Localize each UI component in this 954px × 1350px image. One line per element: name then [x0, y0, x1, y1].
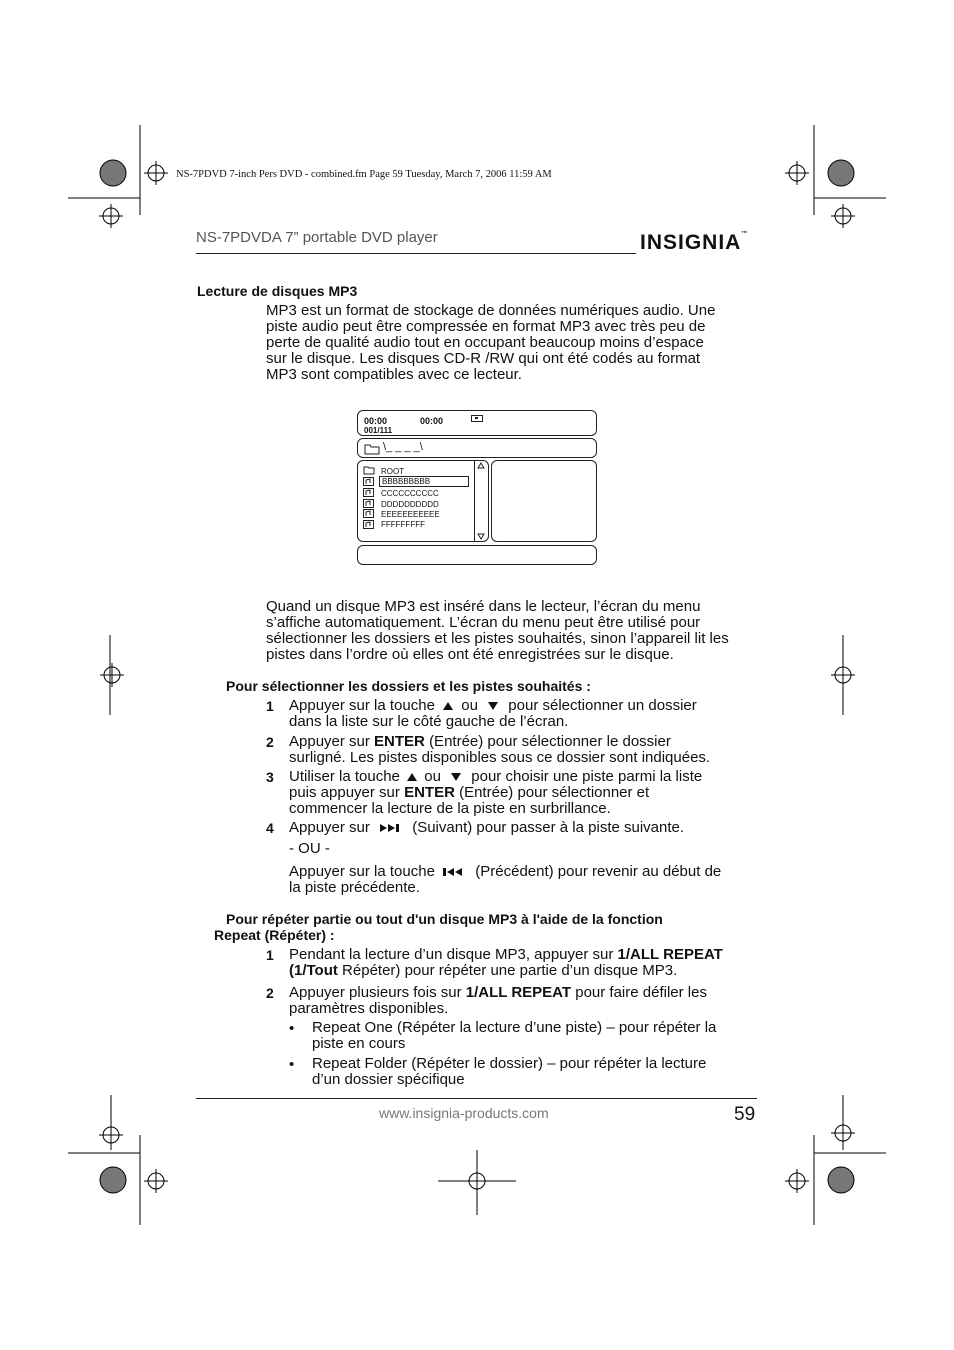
framemaker-info-line: NS-7PDVD 7-inch Pers DVD - combined.fm Page 59 Tuesday, March 7, 2006 11:59 AM — [176, 169, 552, 180]
list-item[interactable]: ROOT — [381, 467, 405, 476]
text-line: paramètres disponibles. — [289, 1000, 449, 1017]
text-line: perte de qualité audio tout en occupant beaucoup moins d’espace — [266, 334, 704, 351]
music-file-icon — [363, 520, 374, 529]
header-rule — [196, 253, 636, 254]
repeat-step-1-text — [289, 947, 759, 979]
bullet-repeat-one — [312, 1020, 762, 1052]
text-line: Pendant la lecture d’un disque MP3, appuyer sur 1/ALL REPEAT — [289, 946, 723, 963]
section-heading-select: Pour sélectionner les dossiers et les pistes souhaités : — [226, 678, 591, 694]
text-line: la piste précédente. — [289, 879, 420, 896]
step-1-text — [289, 698, 759, 730]
text-line: d’un dossier spécifique — [312, 1071, 465, 1088]
step-2-text — [289, 734, 759, 766]
text-line: Repeat Folder (Répéter le dossier) – pour répéter la lecture — [312, 1055, 707, 1072]
repeat-step-2-text — [289, 985, 759, 1017]
music-file-icon — [363, 488, 374, 497]
scroll-up-icon[interactable] — [477, 462, 485, 469]
text-line: Appuyer sur (Suivant) pour passer à la piste suivante. — [289, 819, 685, 836]
text-line: s’affiche automatiquement. L’écran du menu peut être utilisé pour — [266, 614, 701, 631]
text-line: MP3 sont compatibles avec ce lecteur. — [266, 366, 522, 383]
intro-paragraph — [266, 303, 766, 383]
section-heading-repeat: Pour répéter partie ou tout d'un disque MP3 à l'aide de la fonction — [226, 911, 663, 927]
up-arrow-icon — [439, 700, 457, 712]
up-arrow-icon — [404, 771, 420, 783]
text-line: dans la liste sur le côté gauche de l’écran. — [289, 713, 569, 730]
text-line: surligné. Les pistes disponibles sous ce dossier sont indiquées. — [289, 749, 711, 766]
bullet-icon: • — [289, 1056, 295, 1073]
footer-rule — [196, 1098, 757, 1099]
section-heading-mp3: Lecture de disques MP3 — [197, 283, 358, 299]
list-item-selected[interactable]: BBBBBBBBB — [379, 476, 469, 487]
menu-description-paragraph — [266, 599, 766, 663]
text-line: sur le disque. Les disques CD-R /RW qui ont été codés au format — [266, 350, 701, 367]
previous-track-icon — [439, 866, 471, 878]
logo-text: INSIGNIA — [640, 231, 742, 254]
text-line: Appuyer sur la touche ou pour sélectionner un dossier — [289, 697, 697, 714]
text-line: commencer la lecture de la piste en surbrillance. — [289, 800, 611, 817]
section-heading-repeat-line2: Repeat (Répéter) : — [214, 927, 335, 943]
folder-icon — [364, 442, 380, 460]
music-file-icon — [363, 509, 374, 518]
step-number: 1 — [266, 947, 274, 963]
insignia-logo — [640, 231, 748, 255]
down-arrow-icon — [482, 700, 504, 712]
text-line: puis appuyer sur ENTER (Entrée) pour sélectionner et — [289, 784, 650, 801]
down-arrow-icon — [445, 771, 467, 783]
step-number: 2 — [266, 734, 274, 750]
next-track-icon — [374, 822, 408, 834]
text-line: piste audio peut être compressée en format MP3 avec très peu de — [266, 318, 706, 335]
step-number: 4 — [266, 820, 274, 836]
music-file-icon — [363, 477, 374, 486]
list-item[interactable]: CCCCCCCCCC — [381, 489, 439, 498]
text-line: (1/Tout Répéter) pour répéter une partie d’un disque MP3. — [289, 962, 678, 979]
list-item[interactable]: DDDDDDDDDD — [381, 500, 439, 509]
text-line: Appuyer sur la touche (Précédent) pour revenir au début de — [289, 863, 722, 880]
text-line: sélectionner les dossiers et les pistes souhaités, sinon l’appareil lit les — [266, 630, 729, 647]
text-line: Repeat One (Répéter la lecture d’une piste) – pour répéter la — [312, 1019, 717, 1036]
list-item[interactable]: FFFFFFFFF — [381, 520, 425, 529]
step-3-text — [289, 769, 759, 817]
logo-tm: ™ — [741, 231, 749, 237]
text-line: Appuyer plusieurs fois sur 1/ALL REPEAT pour faire défiler les — [289, 984, 707, 1001]
page-header-title: NS-7PDVDA 7” portable DVD player — [196, 229, 438, 246]
osd-path-bar — [357, 438, 597, 458]
music-file-icon — [363, 499, 374, 508]
bullet-icon: • — [289, 1020, 295, 1037]
list-item[interactable]: EEEEEEEEEEE — [381, 510, 440, 519]
text-line: Quand un disque MP3 est inséré dans le lecteur, l’écran du menu — [266, 598, 701, 615]
osd-path: \_ _ _ _\ — [383, 441, 423, 453]
page-number: 59 — [734, 1104, 756, 1125]
text-line: Appuyer sur ENTER (Entrée) pour sélectionner le dossier — [289, 733, 671, 750]
osd-bottom-bar — [357, 545, 597, 565]
step-number: 3 — [266, 769, 274, 785]
or-separator: - OU - — [289, 840, 330, 857]
text-line: MP3 est un format de stockage de données numériques audio. Une — [266, 302, 716, 319]
footer-url: www.insignia-products.com — [379, 1105, 549, 1121]
osd-status-bar — [357, 410, 597, 436]
text-line: pistes dans l’ordre où elles ont été enregistrées sur le disque. — [266, 646, 674, 663]
step-4-alt-text — [289, 864, 759, 896]
osd-time-total: 00:00 — [420, 416, 444, 426]
osd-file-list — [357, 460, 489, 542]
osd-time-elapsed: 00:00 — [364, 416, 388, 426]
osd-track-counter: 001/111 — [364, 426, 393, 435]
step-number: 1 — [266, 698, 274, 714]
scrollbar[interactable] — [474, 461, 488, 541]
text-line: Utiliser la touche ou pour choisir une piste parmi la liste — [289, 768, 703, 785]
step-number: 2 — [266, 985, 274, 1001]
step-4-text — [289, 820, 759, 836]
osd-info-panel — [491, 460, 597, 542]
folder-icon — [363, 466, 375, 475]
osd-disc-icon — [471, 415, 483, 422]
text-line: piste en cours — [312, 1035, 406, 1052]
scroll-down-icon[interactable] — [477, 533, 485, 540]
bullet-repeat-folder — [312, 1056, 762, 1088]
